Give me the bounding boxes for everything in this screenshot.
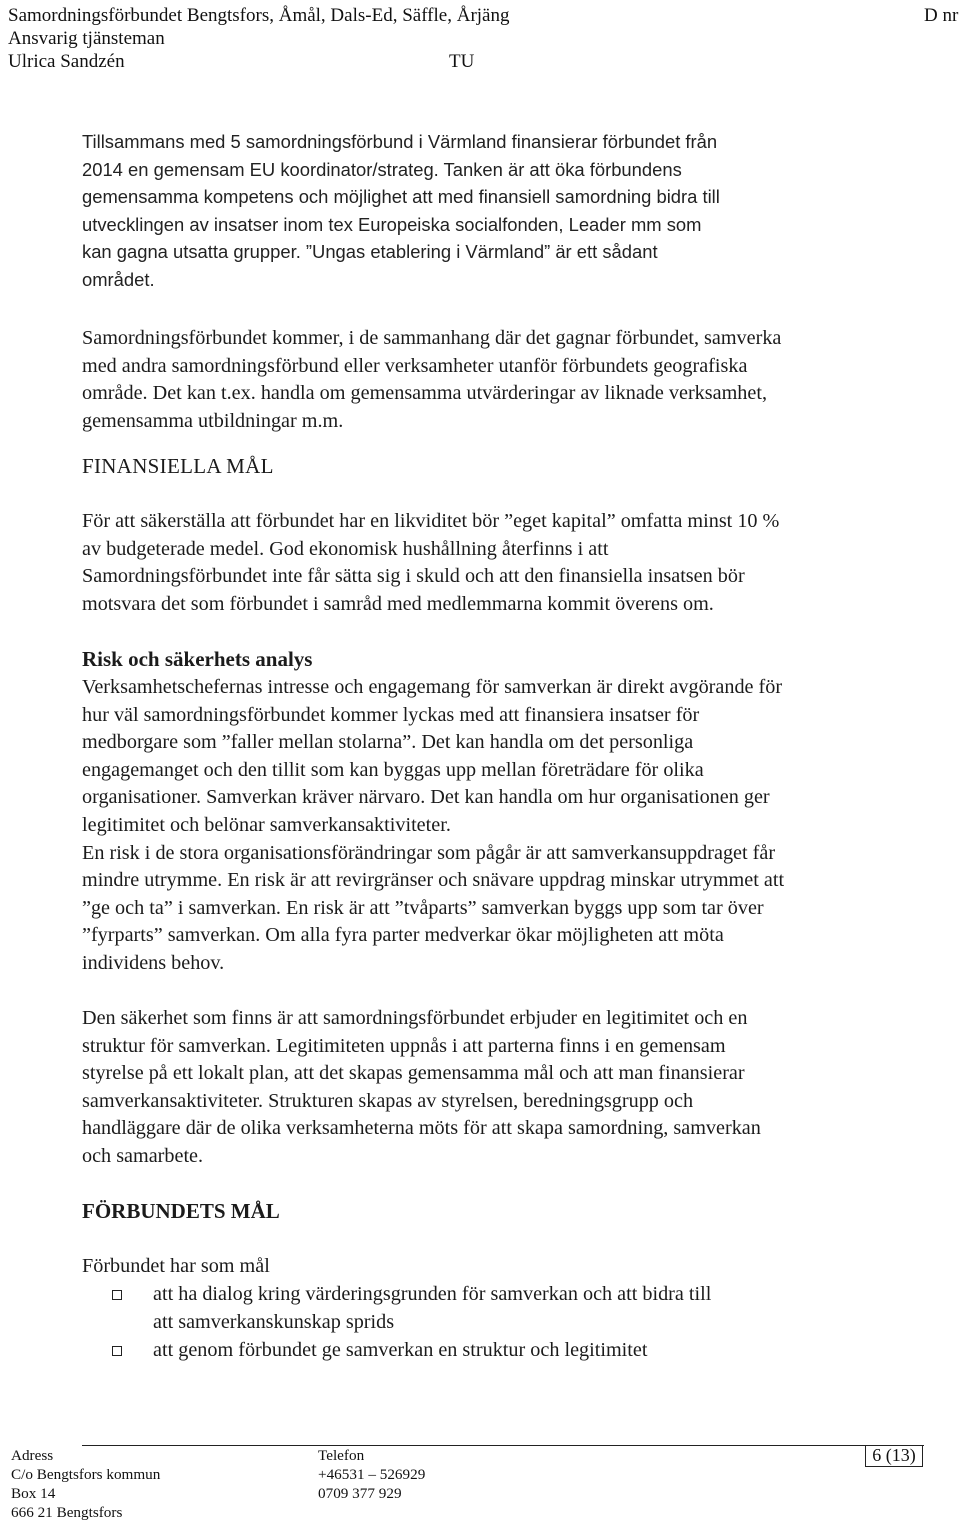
text-line: gemensamma kompetens och möjlighet att med finansiell samordning bidra till bbox=[82, 186, 720, 208]
checkbox-bullet-icon bbox=[112, 1290, 122, 1300]
paragraph-financial-goals bbox=[82, 508, 779, 618]
footer-phone-label: Telefon bbox=[318, 1447, 365, 1464]
footer-address-line: Box 14 bbox=[11, 1485, 56, 1502]
text-line: handläggare där de olika verksamheterna möts för att skapa samordning, samverkan bbox=[82, 1117, 761, 1140]
goals-intro: Förbundet har som mål bbox=[82, 1255, 270, 1277]
text-line: kan gagna utsatta grupper. ”Ungas etablering i Värmland” är ett sådant bbox=[82, 241, 658, 263]
text-line: medborgare som ”faller mellan stolarna”. Det kan handla om det personliga bbox=[82, 731, 694, 754]
text-line: Tillsammans med 5 samordningsförbund i Värmland finansierar förbundet från bbox=[82, 131, 718, 152]
text-line: Verksamhetschefernas intresse och engagemang för samverkan är direkt avgörande för bbox=[82, 676, 783, 698]
footer-address-line: 666 21 Bengtsfors bbox=[11, 1504, 123, 1521]
text-line: För att säkerställa att förbundet har en likviditet bör ”eget kapital” omfatta minst 10 % bbox=[82, 510, 780, 532]
header-org: Samordningsförbundet Bengtsfors, Åmål, Dals-Ed, Säffle, Årjäng bbox=[8, 5, 510, 26]
text-line: individens behov. bbox=[82, 951, 225, 974]
text-line: av budgeterade medel. God ekonomisk hushållning återfinns i att bbox=[82, 537, 609, 560]
paragraph-eu-coordinator bbox=[82, 128, 720, 294]
goal-text: att samverkanskunskap sprids bbox=[153, 1311, 395, 1333]
text-line: Den säkerhet som finns är att samordningsförbundet erbjuder en legitimitet och en bbox=[82, 1007, 748, 1029]
paragraph-security bbox=[82, 1005, 761, 1171]
heading-financial-goals: FINANSIELLA MÅL bbox=[82, 454, 274, 478]
text-line: område. Det kan t.ex. handla om gemensamma utvärderingar av liknade verksamhet, bbox=[82, 382, 768, 405]
text-line: struktur för samverkan. Legitimiteten uppnås i att parterna finns i en gemensam bbox=[82, 1034, 726, 1057]
text-line: och samarbete. bbox=[82, 1144, 204, 1167]
text-line: motsvara det som förbundet i samråd med medlemmarna kommit överens om. bbox=[82, 592, 714, 615]
text-line: engagemanget och den tillit som kan byggas upp mellan företrädare för olika bbox=[82, 758, 704, 781]
text-line: ”ge och ta” i samverkan. En risk är att ”tvåparts” samverkan byggs upp som tar över bbox=[82, 896, 764, 919]
goal-text: att genom förbundet ge samverkan en struktur och legitimitet bbox=[153, 1339, 648, 1361]
text-line: utvecklingen av insatser inom tex Europeiska socialfonden, Leader mm som bbox=[82, 213, 702, 235]
header-tu: TU bbox=[449, 51, 475, 72]
text-line: styrelse på ett lokalt plan, att det skapas gemensamma mål och att man finansierar bbox=[82, 1062, 745, 1085]
text-line: organisationer. Samverkan kräver närvaro. Det kan handla om hur organisationen ger bbox=[82, 786, 770, 809]
header-dnr: D nr bbox=[924, 5, 959, 26]
goal-text: att ha dialog kring värderingsgrunden för samverkan och att bidra till bbox=[153, 1283, 712, 1305]
footer-divider bbox=[82, 1445, 924, 1446]
footer-address-label: Adress bbox=[11, 1447, 54, 1464]
footer-phone-line: +46531 – 526929 bbox=[318, 1466, 426, 1483]
text-line: 2014 en gemensam EU koordinator/strateg. Tanken är att öka förbundens bbox=[82, 158, 682, 180]
paragraph-risk bbox=[82, 674, 784, 978]
paragraph-cooperation bbox=[82, 325, 781, 435]
text-line: Samordningsförbundet kommer, i de sammanhang där det gagnar förbundet, samverka bbox=[82, 327, 782, 349]
heading-association-goals: FÖRBUNDETS MÅL bbox=[82, 1199, 280, 1223]
text-line: legitimitet och belönar samverkansaktiviteter. bbox=[82, 813, 451, 836]
page-number: 6 (13) bbox=[865, 1445, 923, 1467]
text-line: samverkansaktiviteter. Strukturen skapas av styrelsen, beredningsgrupp och bbox=[82, 1089, 694, 1112]
text-line: En risk i de stora organisationsförändringar som pågår är att samverkansuppdraget får bbox=[82, 841, 776, 864]
text-line: Samordningsförbundet inte får sätta sig i skuld och att den finansiella insatsen bör bbox=[82, 565, 745, 588]
text-line: området. bbox=[82, 268, 155, 290]
footer-address-line: C/o Bengtsfors kommun bbox=[11, 1466, 161, 1483]
text-line: med andra samordningsförbund eller verksamheter utanför förbundets geografiska bbox=[82, 354, 748, 377]
text-line: gemensamma utbildningar m.m. bbox=[82, 409, 344, 432]
text-line: hur väl samordningsförbundet kommer lyckas med att finansiera insatser för bbox=[82, 703, 700, 726]
footer-phone-line: 0709 377 929 bbox=[318, 1485, 402, 1502]
text-line: ”fyrparts” samverkan. Om alla fyra parter medverkar ökar möjligheten att möta bbox=[82, 924, 724, 947]
text-line: mindre utrymme. En risk är att revirgränser och snävare uppdrag minskar utrymmet att bbox=[82, 869, 785, 892]
heading-risk-analysis: Risk och säkerhets analys bbox=[82, 647, 313, 671]
checkbox-bullet-icon bbox=[112, 1346, 122, 1356]
header-responsible-label: Ansvarig tjänsteman bbox=[8, 28, 165, 49]
header-responsible-name: Ulrica Sandzén bbox=[8, 51, 125, 72]
